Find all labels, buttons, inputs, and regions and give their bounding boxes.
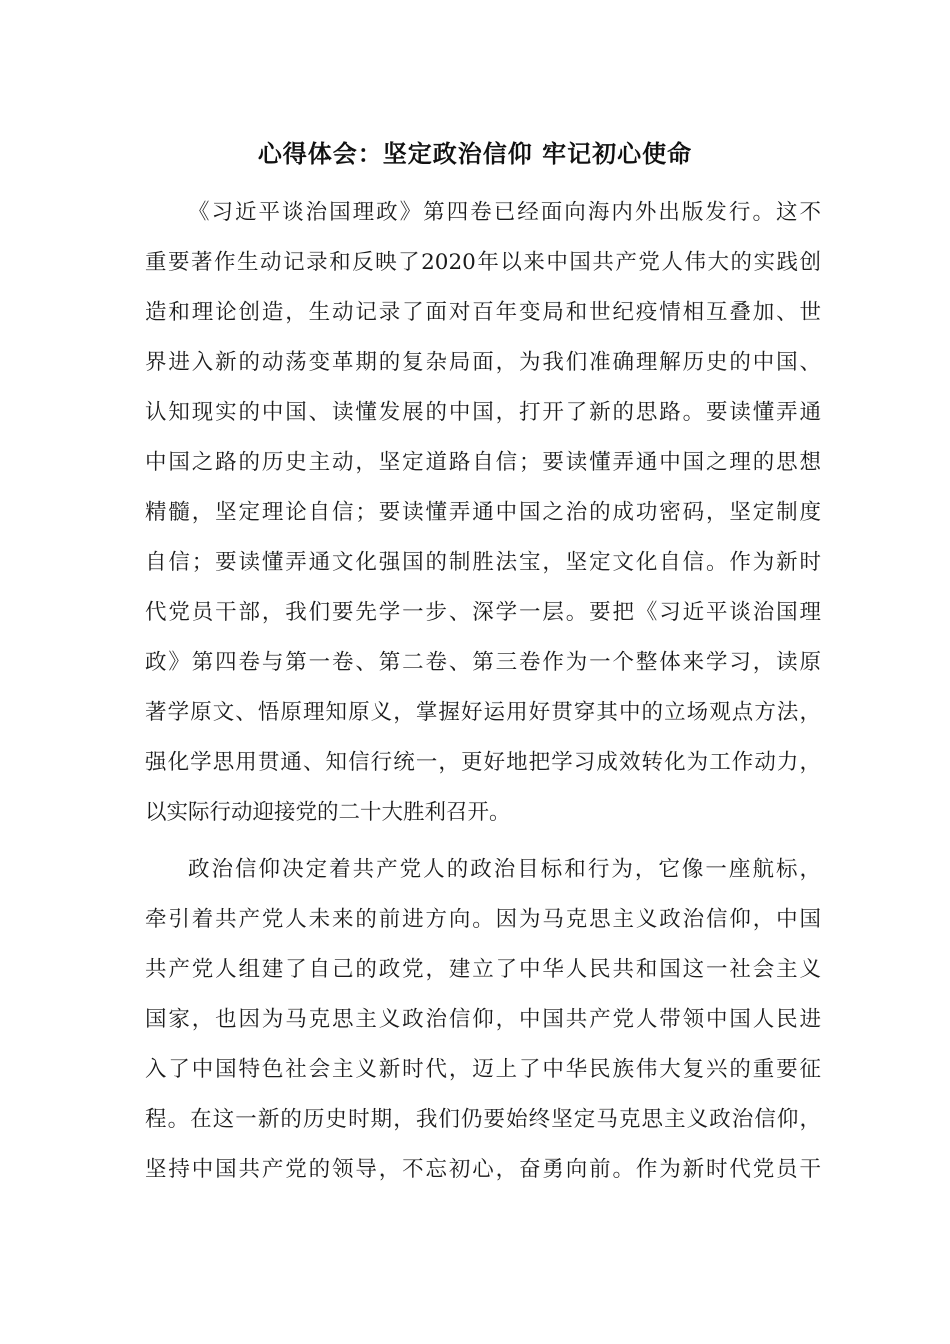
paragraph-line: 共产党人组建了自己的政党，建立了中华人民共和国这一社会主义 (145, 957, 821, 982)
paragraph-line: 认知现实的中国、读懂发展的中国，打开了新的思路。要读懂弄通 (145, 400, 821, 425)
paragraph-line: 著学原文、悟原理知原义，掌握好运用好贯穿其中的立场观点方法， (145, 700, 821, 725)
paragraph-2 (145, 845, 821, 1195)
paragraph-line: 国家，也因为马克思主义政治信仰，中国共产党人带领中国人民进 (145, 1007, 821, 1032)
paragraph-line: 坚持中国共产党的领导，不忘初心，奋勇向前。作为新时代党员干 (145, 1157, 821, 1182)
paragraph-line: 强化学思用贯通、知信行统一，更好地把学习成效转化为工作动力， (145, 750, 821, 775)
paragraph-line: 牵引着共产党人未来的前进方向。因为马克思主义政治信仰，中国 (145, 907, 821, 932)
paragraph-line: 重要著作生动记录和反映了2020年以来中国共产党人伟大的实践创 (145, 250, 821, 275)
paragraph-line: 以实际行动迎接党的二十大胜利召开。 (145, 800, 511, 825)
paragraph-1 (145, 188, 821, 838)
paragraph-line: 自信；要读懂弄通文化强国的制胜法宝，坚定文化自信。作为新时 (145, 550, 821, 575)
paragraph-line: 中国之路的历史主动，坚定道路自信；要读懂弄通中国之理的思想 (145, 450, 821, 475)
document-title: 心得体会：坚定政治信仰 牢记初心使命 (257, 140, 693, 168)
paragraph-line: 代党员干部，我们要先学一步、深学一层。要把《习近平谈治国理 (145, 600, 821, 625)
paragraph-line: 造和理论创造，生动记录了面对百年变局和世纪疫情相互叠加、世 (145, 300, 821, 325)
paragraph-line: 《习近平谈治国理政》第四卷已经面向海内外出版发行。这不 (188, 200, 821, 225)
paragraph-line: 政》第四卷与第一卷、第二卷、第三卷作为一个整体来学习，读原 (145, 650, 821, 675)
paragraph-line: 政治信仰决定着共产党人的政治目标和行为，它像一座航标， (188, 857, 821, 882)
paragraph-line: 入了中国特色社会主义新时代，迈上了中华民族伟大复兴的重要征 (145, 1057, 821, 1082)
paragraph-line: 精髓，坚定理论自信；要读懂弄通中国之治的成功密码，坚定制度 (145, 500, 821, 525)
paragraph-line: 界进入新的动荡变革期的复杂局面，为我们准确理解历史的中国、 (145, 350, 821, 375)
paragraph-line: 程。在这一新的历史时期，我们仍要始终坚定马克思主义政治信仰， (145, 1107, 821, 1132)
